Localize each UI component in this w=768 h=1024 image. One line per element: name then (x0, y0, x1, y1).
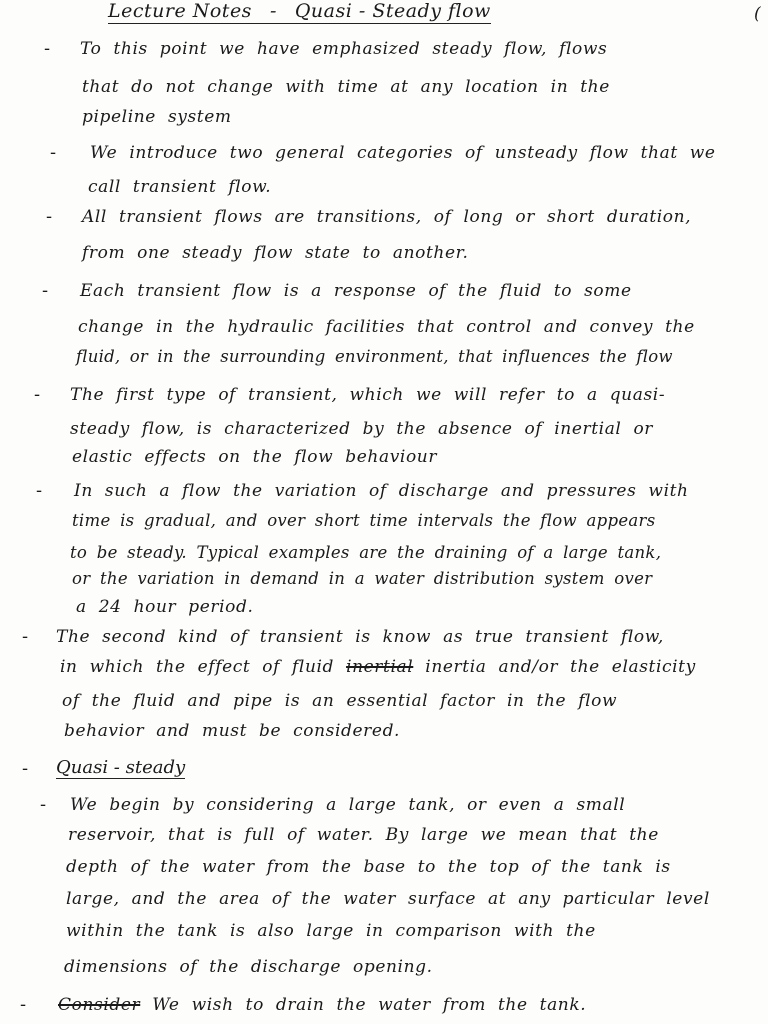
text-line: that do not change with time at any location in the (82, 77, 610, 97)
text-line (58, 994, 586, 1016)
text-line: We begin by considering a large tank, or even a small (70, 795, 626, 815)
struck-word: Consider (58, 995, 141, 1015)
text-line: time is gradual, and over short time intervals the flow appears (72, 511, 656, 530)
text-line: a 24 hour period. (76, 597, 254, 617)
text-line: of the fluid and pipe is an essential factor in the flow (62, 691, 618, 711)
section-subheading: Quasi - steady (56, 757, 186, 778)
text-line: change in the hydraulic facilities that control and convey the (78, 317, 695, 337)
heading-left: Lecture Notes (108, 0, 252, 22)
bullet-dash: - (46, 206, 53, 227)
heading-separator: - (269, 0, 277, 22)
text-line: from one steady flow state to another. (82, 243, 469, 263)
text-line: In such a flow the variation of discharge and pressures with (74, 481, 689, 501)
text-line: behavior and must be considered. (64, 721, 401, 741)
text-line-start: in which the effect of fluid (60, 657, 335, 677)
text-line: pipeline system (82, 107, 232, 127)
text-line: Each transient flow is a response of the fluid to some (80, 281, 632, 301)
text-line: reservoir, that is full of water. By large we mean that the (68, 825, 659, 845)
bullet-dash: - (34, 384, 41, 405)
text-line-end: We wish to drain the water from the tank. (152, 995, 587, 1015)
bullet-dash: - (40, 794, 47, 815)
bullet-dash: - (44, 38, 51, 59)
text-line: dimensions of the discharge opening. (64, 957, 433, 977)
bullet-dash: - (50, 142, 57, 163)
text-line: large, and the area of the water surface at any particular level (66, 889, 710, 909)
text-line: All transient flows are transitions, of long or short duration, (82, 207, 692, 227)
text-line-end: inertia and/or the elasticity (425, 657, 696, 677)
bullet-dash: - (22, 758, 29, 779)
bullet-dash: - (36, 480, 43, 501)
heading-right: Quasi - Steady flow (294, 0, 491, 22)
text-line: elastic effects on the flow behaviour (72, 447, 438, 467)
page-heading (108, 0, 491, 24)
text-line: depth of the water from the base to the top of the tank is (66, 857, 671, 877)
struck-word: inertial (346, 657, 414, 677)
text-line: steady flow, is characterized by the absence of inertial or (70, 419, 654, 439)
text-line: To this point we have emphasized steady flow, flows (80, 39, 608, 59)
text-line: We introduce two general categories of unsteady flow that we (90, 143, 716, 163)
text-line: The second kind of transient is know as true transient flow, (56, 627, 664, 647)
page-mark: ( (754, 4, 761, 24)
text-line: call transient flow. (88, 177, 272, 197)
text-line: fluid, or in the surrounding environment, that influences the flow (76, 347, 673, 366)
text-line (60, 656, 696, 678)
bullet-dash: - (42, 280, 49, 301)
bullet-dash: - (22, 626, 29, 647)
bullet-dash: - (20, 994, 27, 1015)
text-line: The first type of transient, which we will refer to a quasi- (70, 385, 666, 405)
text-line: within the tank is also large in comparison with the (66, 921, 596, 941)
text-line: to be steady. Typical examples are the draining of a large tank, (70, 543, 662, 562)
text-line: or the variation in demand in a water distribution system over (72, 569, 653, 588)
